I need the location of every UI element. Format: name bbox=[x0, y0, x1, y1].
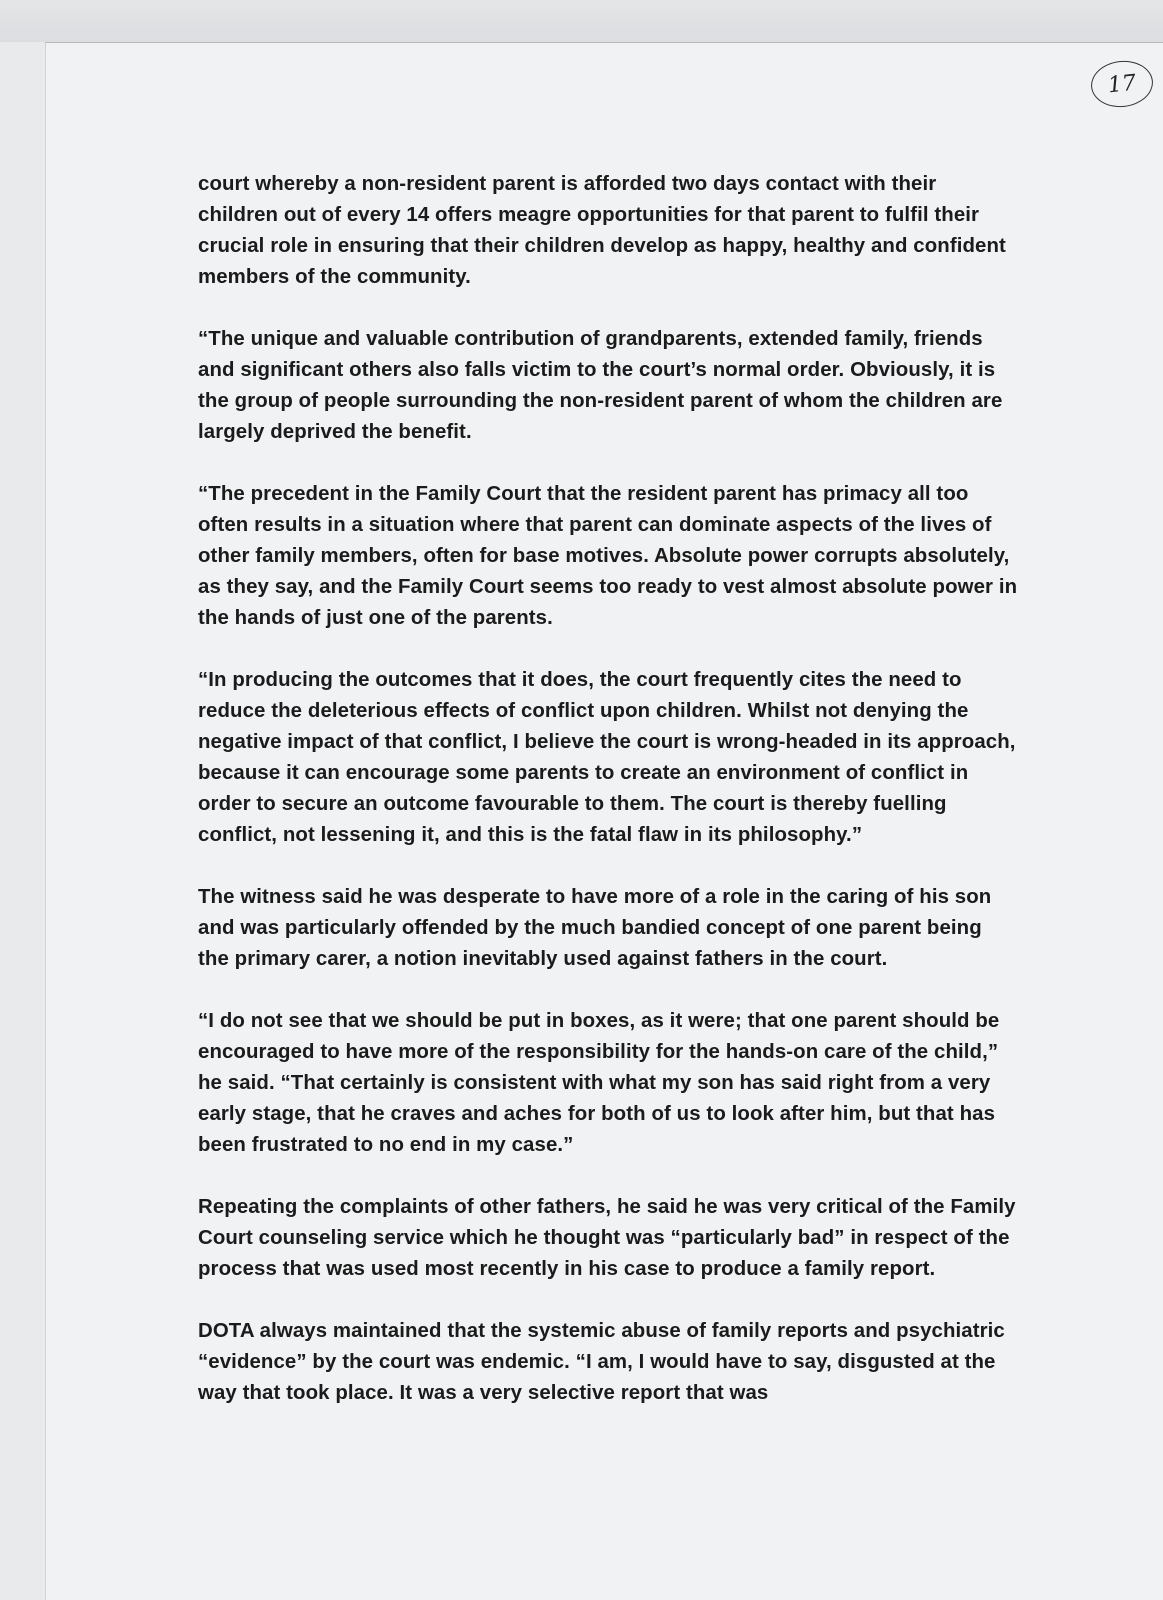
paragraph-5: The witness said he was desperate to have more of a role in the caring of his son and was particularly offended by the much bandied concept of one parent being the primary carer, a notion inevitably used against fathers in the court. bbox=[198, 886, 992, 970]
scanner-background bbox=[0, 0, 1163, 42]
paragraph-1: court whereby a non-resident parent is afforded two days contact with their children out of every 14 offers meagre opportunities for that parent to fulfil their crucial role in ensuring that their children develop as happy, healthy and confident members of the community. bbox=[198, 173, 1006, 288]
article-body bbox=[198, 169, 1018, 1440]
handwritten-page-number: 17 bbox=[1089, 58, 1155, 110]
paragraph-2: “The unique and valuable contribution of grandparents, extended family, friends and significant others also falls victim to the court’s normal order. Obviously, it is the group of people surrounding the non-resident parent of whom the children are largely deprived the benefit. bbox=[198, 328, 1003, 443]
paragraph-8: DOTA always maintained that the systemic abuse of family reports and psychiatric “evidence” by the court was endemic. “I am, I would have to say, disgusted at the way that took place. It was a very selective report that was bbox=[198, 1320, 1005, 1404]
paragraph-4: “In producing the outcomes that it does, the court frequently cites the need to reduce the deleterious effects of conflict upon children. Whilst not denying the negative impact of that conflict, I believe the court is wrong-headed in its approach, because it can encourage some parents to create an environment of conflict in order to secure an outcome favourable to them. The court is thereby fuelling conflict, not lessening it, and this is the fatal flaw in its philosophy.” bbox=[198, 669, 1016, 846]
paragraph-6: “I do not see that we should be put in boxes, as it were; that one parent should be encouraged to have more of the responsibility for the hands-on care of the child,” he said. “That certainly is consistent with what my son has said right from a very early stage, that he craves and aches for both of us to look after him, but that has been frustrated to no end in my case.” bbox=[198, 1010, 1000, 1156]
paragraph-7: Repeating the complaints of other fathers, he said he was very critical of the Family Court counseling service which he thought was “particularly bad” in respect of the process that was used most recently in his case to produce a family report. bbox=[198, 1196, 1016, 1280]
document-page bbox=[45, 42, 1163, 1600]
paragraph-3: “The precedent in the Family Court that the resident parent has primacy all too often results in a situation where that parent can dominate aspects of the lives of other family members, often for base motives. Absolute power corrupts absolutely, as they say, and the Family Court seems too ready to vest almost absolute power in the hands of just one of the parents. bbox=[198, 483, 1018, 629]
